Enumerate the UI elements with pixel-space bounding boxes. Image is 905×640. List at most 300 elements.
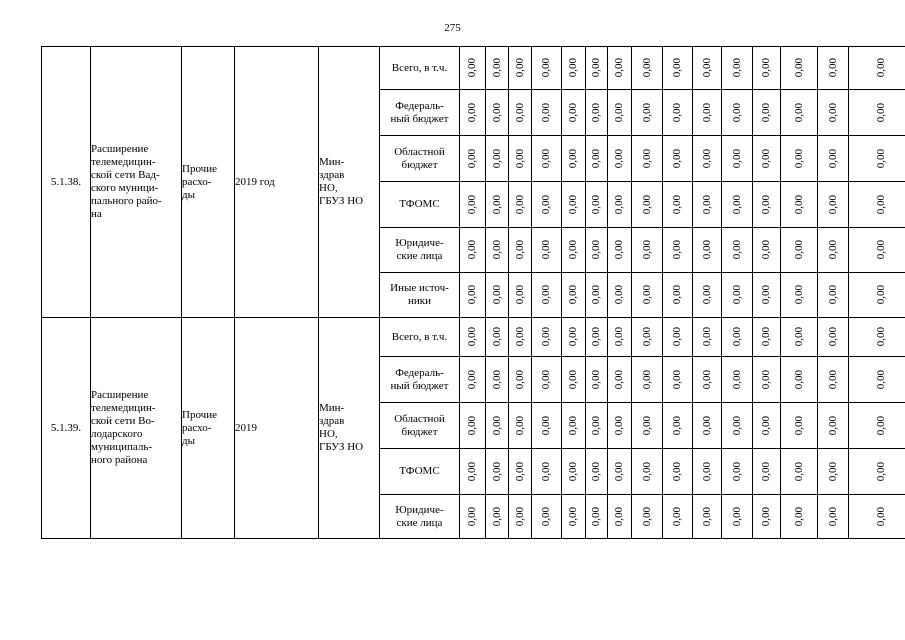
value-text: 0,00 [590, 506, 602, 527]
value-cell [586, 403, 608, 449]
value-text: 0,00 [466, 415, 478, 436]
funding-source-line: Областной [394, 145, 445, 158]
value-cell [509, 47, 532, 90]
item-name-line: телемедицин- [91, 402, 156, 414]
value-cell [486, 136, 509, 182]
item-number: 5.1.39. [42, 318, 91, 539]
value-cell [460, 228, 486, 273]
value-cell [781, 318, 818, 357]
value-cell [532, 449, 562, 495]
value-text: 0,00 [826, 369, 839, 390]
value-cell [663, 136, 693, 182]
value-cell [486, 449, 509, 495]
value-cell [562, 273, 586, 318]
value-text: 0,00 [513, 327, 526, 347]
funding-source-line: Всего, в т.ч. [391, 330, 448, 343]
value-cell [849, 90, 905, 136]
value-cell [562, 136, 586, 182]
value-text: 0,00 [640, 415, 653, 436]
value-cell [722, 318, 753, 357]
value-cell [586, 449, 608, 495]
value-cell [562, 228, 586, 273]
value-text: 0,00 [466, 327, 478, 347]
value-cell [781, 182, 818, 228]
value-cell [781, 273, 818, 318]
value-text: 0,00 [792, 369, 805, 390]
expense-type-line: Прочие [182, 162, 217, 175]
value-cell [818, 449, 849, 495]
value-text: 0,00 [513, 369, 526, 390]
value-cell [722, 449, 753, 495]
value-text: 0,00 [613, 415, 625, 436]
value-text: 0,00 [466, 102, 478, 123]
value-cell [632, 47, 663, 90]
value-cell [818, 273, 849, 318]
value-text: 0,00 [671, 327, 683, 347]
funding-source-line: ТФОМС [399, 465, 440, 477]
value-text: 0,00 [513, 285, 526, 305]
value-text: 0,00 [640, 102, 653, 123]
value-cell [509, 273, 532, 318]
value-text: 0,00 [730, 327, 743, 347]
value-text: 0,00 [730, 102, 743, 123]
value-text: 0,00 [513, 102, 526, 123]
value-text: 0,00 [567, 194, 579, 215]
value-cell [608, 449, 632, 495]
value-cell [781, 495, 818, 539]
value-text: 0,00 [540, 148, 552, 169]
value-text: 0,00 [640, 506, 653, 527]
value-cell [753, 357, 781, 403]
value-cell [753, 273, 781, 318]
value-cell [532, 403, 562, 449]
value-cell [663, 90, 693, 136]
funding-source [380, 47, 460, 90]
value-cell [663, 495, 693, 539]
value-cell [753, 403, 781, 449]
value-text: 0,00 [513, 240, 526, 260]
value-text: 0,00 [640, 461, 653, 482]
value-text: 0,00 [567, 327, 579, 347]
value-cell [509, 90, 532, 136]
item-name [91, 318, 182, 539]
value-text: 0,00 [540, 415, 552, 436]
item-name-line: Расширение [91, 389, 149, 401]
value-cell [486, 182, 509, 228]
value-cell [632, 228, 663, 273]
value-cell [663, 403, 693, 449]
value-cell [608, 318, 632, 357]
value-cell [849, 357, 905, 403]
value-text: 0,00 [567, 58, 579, 78]
value-text: 0,00 [874, 506, 887, 527]
value-cell [753, 182, 781, 228]
value-cell [663, 47, 693, 90]
value-text: 0,00 [540, 506, 552, 527]
value-cell [753, 90, 781, 136]
funding-source [380, 403, 460, 449]
value-cell [722, 273, 753, 318]
value-text: 0,00 [700, 102, 713, 123]
value-text: 0,00 [671, 506, 683, 527]
funding-source [380, 90, 460, 136]
value-cell [460, 357, 486, 403]
value-cell [663, 182, 693, 228]
value-text: 0,00 [792, 102, 805, 123]
value-text: 0,00 [490, 327, 503, 347]
value-cell [632, 449, 663, 495]
value-text: 0,00 [613, 194, 625, 215]
value-cell [693, 47, 722, 90]
value-text: 0,00 [700, 148, 713, 169]
value-cell [722, 403, 753, 449]
value-text: 0,00 [874, 194, 887, 215]
value-text: 0,00 [700, 240, 713, 260]
value-text: 0,00 [792, 285, 805, 305]
value-text: 0,00 [671, 285, 683, 305]
funding-source-line: Федераль- [395, 366, 444, 379]
value-text: 0,00 [613, 148, 625, 169]
value-cell [608, 182, 632, 228]
value-text: 0,00 [792, 194, 805, 215]
value-text: 0,00 [874, 58, 887, 78]
value-text: 0,00 [640, 369, 653, 390]
value-text: 0,00 [760, 415, 772, 436]
value-text: 0,00 [490, 194, 503, 215]
value-cell [532, 182, 562, 228]
value-text: 0,00 [567, 369, 579, 390]
value-cell [486, 273, 509, 318]
executor-line: Мин- [319, 156, 345, 168]
item-name-line: ного района [91, 454, 148, 466]
value-cell [532, 318, 562, 357]
value-cell [818, 403, 849, 449]
expense-type-line: Прочие [182, 408, 217, 421]
value-cell [586, 136, 608, 182]
value-text: 0,00 [730, 285, 743, 305]
value-text: 0,00 [760, 148, 772, 169]
value-cell [693, 403, 722, 449]
table-row [42, 47, 905, 90]
value-text: 0,00 [590, 369, 602, 390]
value-text: 0,00 [567, 285, 579, 305]
value-cell [663, 449, 693, 495]
value-cell [753, 495, 781, 539]
value-text: 0,00 [513, 461, 526, 482]
value-text: 0,00 [760, 327, 772, 347]
value-text: 0,00 [613, 285, 625, 305]
value-cell [818, 47, 849, 90]
value-cell [722, 182, 753, 228]
value-cell [693, 90, 722, 136]
value-text: 0,00 [874, 327, 887, 347]
value-text: 0,00 [874, 369, 887, 390]
value-text: 0,00 [613, 327, 625, 347]
period: 2019 [235, 318, 319, 539]
value-cell [849, 47, 905, 90]
value-cell [753, 136, 781, 182]
value-text: 0,00 [826, 415, 839, 436]
item-number: 5.1.38. [42, 47, 91, 318]
value-text: 0,00 [760, 240, 772, 260]
value-text: 0,00 [590, 102, 602, 123]
funding-source [380, 449, 460, 495]
expense-type [182, 318, 235, 539]
value-text: 0,00 [760, 461, 772, 482]
value-cell [722, 47, 753, 90]
value-cell [663, 273, 693, 318]
value-cell [781, 90, 818, 136]
value-text: 0,00 [730, 58, 743, 78]
value-cell [693, 182, 722, 228]
value-cell [781, 47, 818, 90]
value-cell [608, 90, 632, 136]
funding-source-line: ские лица [396, 516, 443, 529]
funding-source-line: Областной [394, 412, 445, 425]
value-cell [460, 90, 486, 136]
value-cell [532, 90, 562, 136]
value-text: 0,00 [640, 58, 653, 78]
funding-source-line: бюджет [401, 425, 438, 438]
value-cell [460, 273, 486, 318]
value-text: 0,00 [540, 285, 552, 305]
executor-line: ГБУЗ НО [319, 441, 364, 453]
value-text: 0,00 [874, 102, 887, 123]
value-cell [632, 273, 663, 318]
expense-type-line: расхо- [182, 175, 212, 188]
value-text: 0,00 [640, 240, 653, 260]
value-cell [818, 182, 849, 228]
value-text: 0,00 [760, 102, 772, 123]
value-text: 0,00 [826, 327, 839, 347]
value-cell [532, 228, 562, 273]
value-cell [608, 357, 632, 403]
value-cell [586, 47, 608, 90]
value-text: 0,00 [613, 461, 625, 482]
value-cell [849, 495, 905, 539]
funding-source [380, 136, 460, 182]
value-text: 0,00 [590, 148, 602, 169]
value-text: 0,00 [700, 506, 713, 527]
value-text: 0,00 [700, 461, 713, 482]
value-cell [722, 90, 753, 136]
value-cell [722, 228, 753, 273]
value-text: 0,00 [490, 102, 503, 123]
value-cell [460, 403, 486, 449]
item-name-line: ской сети Во- [91, 415, 155, 427]
value-cell [818, 495, 849, 539]
funding-source-line: ники [407, 295, 431, 307]
executor-line: здрав [319, 415, 345, 427]
value-text: 0,00 [874, 240, 887, 260]
value-text: 0,00 [792, 415, 805, 436]
funding-source [380, 318, 460, 357]
period: 2019 год [235, 47, 319, 318]
value-text: 0,00 [700, 285, 713, 305]
value-cell [693, 495, 722, 539]
value-text: 0,00 [671, 415, 683, 436]
value-text: 0,00 [730, 148, 743, 169]
value-text: 0,00 [590, 194, 602, 215]
value-cell [632, 318, 663, 357]
value-cell [781, 357, 818, 403]
value-cell [509, 182, 532, 228]
value-text: 0,00 [700, 194, 713, 215]
value-cell [722, 495, 753, 539]
value-cell [486, 228, 509, 273]
value-text: 0,00 [730, 415, 743, 436]
value-cell [586, 228, 608, 273]
value-text: 0,00 [567, 415, 579, 436]
value-text: 0,00 [613, 369, 625, 390]
funding-source-line: Федераль- [395, 99, 444, 112]
executor [319, 318, 380, 539]
value-text: 0,00 [590, 58, 602, 78]
value-cell [532, 136, 562, 182]
value-cell [849, 136, 905, 182]
value-cell [460, 136, 486, 182]
value-cell [753, 449, 781, 495]
item-name-line: муниципаль- [91, 441, 153, 453]
value-cell [693, 228, 722, 273]
value-text: 0,00 [826, 102, 839, 123]
value-text: 0,00 [700, 327, 713, 347]
value-text: 0,00 [826, 194, 839, 215]
funding-source [380, 357, 460, 403]
value-cell [818, 136, 849, 182]
value-cell [849, 182, 905, 228]
value-cell [608, 273, 632, 318]
value-text: 0,00 [826, 240, 839, 260]
item-name-line: ского муници- [91, 182, 159, 194]
value-text: 0,00 [540, 194, 552, 215]
value-text: 0,00 [540, 461, 552, 482]
value-text: 0,00 [513, 194, 526, 215]
value-cell [849, 318, 905, 357]
value-text: 0,00 [513, 506, 526, 527]
value-text: 0,00 [490, 369, 503, 390]
value-cell [753, 47, 781, 90]
value-text: 0,00 [540, 369, 552, 390]
value-cell [693, 136, 722, 182]
value-cell [722, 136, 753, 182]
value-text: 0,00 [760, 506, 772, 527]
value-cell [486, 90, 509, 136]
value-cell [632, 403, 663, 449]
value-cell [693, 318, 722, 357]
value-text: 0,00 [513, 415, 526, 436]
item-name-line: телемедицин- [91, 156, 156, 168]
value-text: 0,00 [730, 461, 743, 482]
value-cell [632, 357, 663, 403]
value-text: 0,00 [792, 58, 805, 78]
value-text: 0,00 [613, 506, 625, 527]
value-cell [818, 318, 849, 357]
value-cell [486, 357, 509, 403]
value-cell [509, 318, 532, 357]
value-cell [693, 273, 722, 318]
value-text: 0,00 [730, 240, 743, 260]
value-text: 0,00 [490, 148, 503, 169]
value-text: 0,00 [466, 461, 478, 482]
value-text: 0,00 [671, 194, 683, 215]
value-cell [460, 495, 486, 539]
value-text: 0,00 [513, 58, 526, 78]
value-cell [562, 449, 586, 495]
value-cell [608, 495, 632, 539]
value-cell [849, 273, 905, 318]
value-cell [562, 357, 586, 403]
expense-type-line: ды [182, 188, 195, 201]
value-text: 0,00 [640, 285, 653, 305]
value-text: 0,00 [466, 369, 478, 390]
value-text: 0,00 [567, 461, 579, 482]
value-cell [509, 449, 532, 495]
value-text: 0,00 [466, 148, 478, 169]
value-cell [849, 449, 905, 495]
value-text: 0,00 [640, 194, 653, 215]
value-cell [781, 403, 818, 449]
value-text: 0,00 [590, 285, 602, 305]
item-name-line: на [91, 208, 102, 220]
funding-source [380, 228, 460, 273]
value-cell [460, 318, 486, 357]
value-cell [722, 357, 753, 403]
value-text: 0,00 [567, 102, 579, 123]
value-cell [486, 495, 509, 539]
funding-source-line: Всего, в т.ч. [391, 61, 448, 74]
value-text: 0,00 [590, 415, 602, 436]
value-cell [586, 90, 608, 136]
value-text: 0,00 [760, 285, 772, 305]
value-cell [586, 495, 608, 539]
value-cell [608, 403, 632, 449]
value-text: 0,00 [826, 506, 839, 527]
page-number: 275 [444, 22, 461, 34]
funding-source-line: бюджет [401, 158, 438, 171]
value-text: 0,00 [540, 327, 552, 347]
value-text: 0,00 [613, 102, 625, 123]
value-text: 0,00 [490, 506, 503, 527]
value-cell [632, 182, 663, 228]
budget-table [41, 46, 905, 539]
value-text: 0,00 [567, 148, 579, 169]
value-text: 0,00 [490, 58, 503, 78]
executor-line: здрав [319, 169, 345, 181]
item-name-line: пального райо- [91, 195, 162, 207]
value-text: 0,00 [613, 240, 625, 260]
value-cell [663, 228, 693, 273]
value-cell [608, 47, 632, 90]
value-cell [460, 182, 486, 228]
value-text: 0,00 [490, 461, 503, 482]
value-cell [562, 318, 586, 357]
table-row [42, 318, 905, 357]
value-text: 0,00 [730, 506, 743, 527]
value-cell [509, 495, 532, 539]
value-cell [632, 495, 663, 539]
value-text: 0,00 [760, 194, 772, 215]
value-text: 0,00 [490, 415, 503, 436]
value-cell [509, 403, 532, 449]
funding-source-line: ный бюджет [390, 112, 449, 125]
value-text: 0,00 [466, 58, 478, 78]
funding-source-line: ские лица [396, 250, 443, 262]
funding-source-line: ный бюджет [390, 379, 449, 392]
executor [319, 47, 380, 318]
expense-type-line: расхо- [182, 421, 212, 434]
value-text: 0,00 [826, 461, 839, 482]
